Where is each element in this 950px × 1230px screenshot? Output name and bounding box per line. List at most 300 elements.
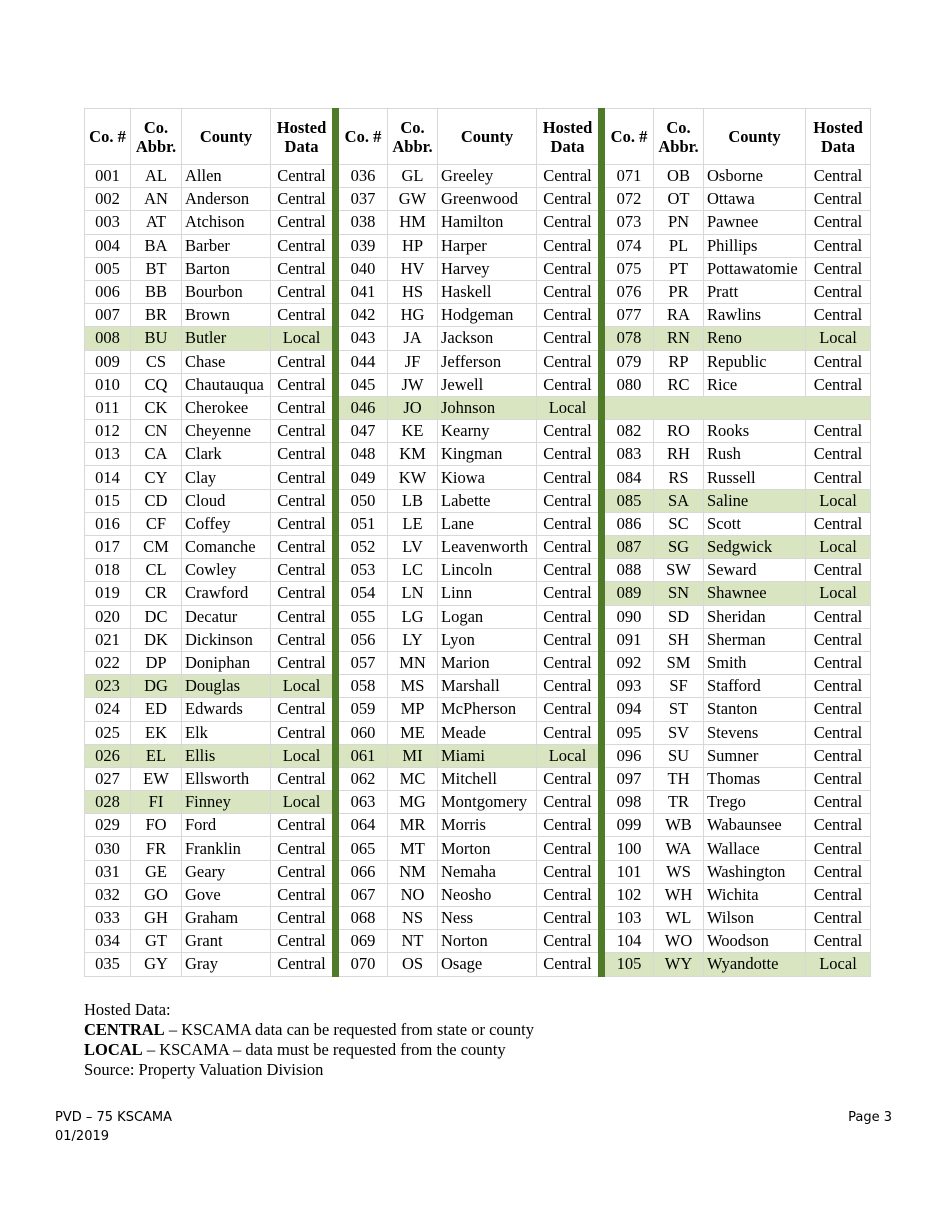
hosted-data: Central — [271, 837, 336, 860]
county-abbr: RS — [654, 466, 704, 489]
county-name: Dickinson — [182, 628, 271, 651]
county-abbr: MI — [388, 744, 438, 767]
county-number: 030 — [85, 837, 131, 860]
county-name: Decatur — [182, 605, 271, 628]
hosted-data: Central — [537, 721, 602, 744]
table-row — [85, 907, 871, 930]
table-row — [85, 188, 871, 211]
county-number: 044 — [336, 350, 388, 373]
county-abbr: EK — [131, 721, 182, 744]
county-number: 100 — [602, 837, 654, 860]
table-row — [85, 930, 871, 953]
hosted-data: Central — [271, 188, 336, 211]
county-abbr: JO — [388, 396, 438, 419]
county-name: Hodgeman — [438, 304, 537, 327]
county-number: 035 — [85, 953, 131, 976]
table-row — [85, 721, 871, 744]
county-name: Rice — [704, 373, 806, 396]
central-label: CENTRAL — [84, 1020, 165, 1039]
county-abbr: MN — [388, 651, 438, 674]
hosted-data: Local — [806, 953, 871, 976]
table-row — [85, 396, 871, 419]
county-number: 070 — [336, 953, 388, 976]
hosted-data: Central — [271, 651, 336, 674]
county-abbr: GW — [388, 188, 438, 211]
hosted-data: Central — [271, 930, 336, 953]
county-number: 011 — [85, 396, 131, 419]
county-name: Pottawatomie — [704, 257, 806, 280]
hosted-data: Central — [806, 791, 871, 814]
hosted-data: Central — [537, 907, 602, 930]
county-abbr: PT — [654, 257, 704, 280]
county-abbr: SD — [654, 605, 704, 628]
county-number: 051 — [336, 512, 388, 535]
county-number: 058 — [336, 675, 388, 698]
hosted-data: Central — [806, 628, 871, 651]
county-name: Sedgwick — [704, 536, 806, 559]
hosted-data: Central — [537, 466, 602, 489]
county-name: Johnson — [438, 396, 537, 419]
hosted-data: Local — [806, 582, 871, 605]
county-number: 077 — [602, 304, 654, 327]
table-row — [85, 350, 871, 373]
county-name: Jefferson — [438, 350, 537, 373]
table-row — [85, 605, 871, 628]
county-name: Wallace — [704, 837, 806, 860]
hosted-data: Central — [537, 304, 602, 327]
county-name: Shawnee — [704, 582, 806, 605]
county-abbr: LB — [388, 489, 438, 512]
county-abbr: MC — [388, 767, 438, 790]
hosted-data: Central — [537, 814, 602, 837]
county-number: 060 — [336, 721, 388, 744]
county-abbr: BR — [131, 304, 182, 327]
county-number: 059 — [336, 698, 388, 721]
county-abbr: SV — [654, 721, 704, 744]
county-number: 021 — [85, 628, 131, 651]
hosted-data: Central — [271, 165, 336, 188]
county-number: 102 — [602, 883, 654, 906]
county-number: 031 — [85, 860, 131, 883]
county-number: 023 — [85, 675, 131, 698]
county-number: 097 — [602, 767, 654, 790]
county-abbr: EL — [131, 744, 182, 767]
county-name: Jackson — [438, 327, 537, 350]
county-name: Comanche — [182, 536, 271, 559]
notes-local — [84, 1040, 534, 1060]
hosted-data: Central — [806, 721, 871, 744]
table-row — [85, 953, 871, 976]
county-name: Stevens — [704, 721, 806, 744]
county-name: Saline — [704, 489, 806, 512]
county-number: 049 — [336, 466, 388, 489]
county-abbr: SM — [654, 651, 704, 674]
county-abbr: LG — [388, 605, 438, 628]
hosted-data: Central — [271, 698, 336, 721]
county-abbr: WO — [654, 930, 704, 953]
county-number: 027 — [85, 767, 131, 790]
hosted-data: Central — [537, 860, 602, 883]
table-row — [85, 280, 871, 303]
county-abbr: BT — [131, 257, 182, 280]
county-number: 084 — [602, 466, 654, 489]
county-name: Scott — [704, 512, 806, 535]
county-abbr: MT — [388, 837, 438, 860]
county-number: 098 — [602, 791, 654, 814]
county-abbr: FR — [131, 837, 182, 860]
table-row — [85, 675, 871, 698]
county-number: 043 — [336, 327, 388, 350]
hosted-data: Central — [806, 304, 871, 327]
county-abbr: OT — [654, 188, 704, 211]
county-abbr: SH — [654, 628, 704, 651]
column-header: Co. # — [602, 109, 654, 165]
county-number: 008 — [85, 327, 131, 350]
county-table — [84, 108, 871, 977]
county-name: Atchison — [182, 211, 271, 234]
county-number: 062 — [336, 767, 388, 790]
county-number: 007 — [85, 304, 131, 327]
county-abbr: LE — [388, 512, 438, 535]
county-abbr: MS — [388, 675, 438, 698]
county-abbr: AT — [131, 211, 182, 234]
table-row — [85, 582, 871, 605]
hosted-data: Central — [271, 907, 336, 930]
column-header: Hosted Data — [537, 109, 602, 165]
hosted-data: Central — [271, 628, 336, 651]
hosted-data: Central — [271, 350, 336, 373]
county-number: 001 — [85, 165, 131, 188]
table-row — [85, 628, 871, 651]
hosted-data: Central — [537, 211, 602, 234]
county-number: 006 — [85, 280, 131, 303]
column-header: County — [438, 109, 537, 165]
hosted-data: Central — [537, 512, 602, 535]
hosted-data: Local — [806, 327, 871, 350]
county-name: Wilson — [704, 907, 806, 930]
county-name: Miami — [438, 744, 537, 767]
central-text: – KSCAMA data can be requested from state or county — [164, 1020, 535, 1039]
empty-cell — [602, 396, 871, 419]
county-name: Harvey — [438, 257, 537, 280]
county-number: 061 — [336, 744, 388, 767]
county-number: 103 — [602, 907, 654, 930]
county-abbr: AL — [131, 165, 182, 188]
county-abbr: FI — [131, 791, 182, 814]
hosted-data: Central — [271, 211, 336, 234]
county-name: Wyandotte — [704, 953, 806, 976]
county-number: 089 — [602, 582, 654, 605]
hosted-data: Central — [537, 605, 602, 628]
county-number: 090 — [602, 605, 654, 628]
county-name: Graham — [182, 907, 271, 930]
county-number: 004 — [85, 234, 131, 257]
county-number: 105 — [602, 953, 654, 976]
county-abbr: KE — [388, 420, 438, 443]
county-name: Pratt — [704, 280, 806, 303]
county-name: Ellis — [182, 744, 271, 767]
county-number: 003 — [85, 211, 131, 234]
county-number: 088 — [602, 559, 654, 582]
county-name: Leavenworth — [438, 536, 537, 559]
hosted-data: Central — [271, 582, 336, 605]
county-name: Ellsworth — [182, 767, 271, 790]
hosted-data: Central — [271, 605, 336, 628]
hosted-data: Central — [806, 420, 871, 443]
hosted-data: Local — [806, 536, 871, 559]
county-name: Anderson — [182, 188, 271, 211]
county-abbr: OB — [654, 165, 704, 188]
county-name: Doniphan — [182, 651, 271, 674]
county-number: 025 — [85, 721, 131, 744]
table-row — [85, 651, 871, 674]
table-header-row — [85, 109, 871, 165]
table-row — [85, 234, 871, 257]
county-name: Greenwood — [438, 188, 537, 211]
county-name: Mitchell — [438, 767, 537, 790]
county-name: Jewell — [438, 373, 537, 396]
hosted-data: Central — [271, 489, 336, 512]
county-name: Hamilton — [438, 211, 537, 234]
county-number: 026 — [85, 744, 131, 767]
county-number: 057 — [336, 651, 388, 674]
county-number: 041 — [336, 280, 388, 303]
hosted-data: Central — [806, 350, 871, 373]
column-header: County — [704, 109, 806, 165]
county-number: 071 — [602, 165, 654, 188]
county-number: 010 — [85, 373, 131, 396]
hosted-data: Local — [806, 489, 871, 512]
hosted-data: Central — [537, 280, 602, 303]
county-abbr: DC — [131, 605, 182, 628]
county-number: 005 — [85, 257, 131, 280]
county-name: Morton — [438, 837, 537, 860]
column-header: Co. Abbr. — [131, 109, 182, 165]
county-abbr: RO — [654, 420, 704, 443]
county-name: Rush — [704, 443, 806, 466]
footer-doc-id: PVD – 75 KSCAMA — [55, 1110, 173, 1125]
county-name: Lyon — [438, 628, 537, 651]
county-number: 054 — [336, 582, 388, 605]
county-number: 063 — [336, 791, 388, 814]
county-abbr: WH — [654, 883, 704, 906]
hosted-data: Central — [271, 860, 336, 883]
hosted-data: Central — [271, 257, 336, 280]
hosted-data: Local — [271, 327, 336, 350]
hosted-data: Central — [806, 373, 871, 396]
table-row — [85, 767, 871, 790]
hosted-data: Central — [806, 211, 871, 234]
table-row — [85, 466, 871, 489]
county-name: Smith — [704, 651, 806, 674]
hosted-data: Central — [537, 350, 602, 373]
county-name: Bourbon — [182, 280, 271, 303]
county-number: 032 — [85, 883, 131, 906]
county-abbr: SN — [654, 582, 704, 605]
hosted-data: Local — [271, 744, 336, 767]
hosted-data: Local — [271, 675, 336, 698]
county-number: 013 — [85, 443, 131, 466]
county-name: Sumner — [704, 744, 806, 767]
county-name: Logan — [438, 605, 537, 628]
county-abbr: ED — [131, 698, 182, 721]
county-abbr: NS — [388, 907, 438, 930]
county-abbr: HV — [388, 257, 438, 280]
county-abbr: RP — [654, 350, 704, 373]
county-abbr: CR — [131, 582, 182, 605]
county-abbr: CA — [131, 443, 182, 466]
county-number: 064 — [336, 814, 388, 837]
hosted-data: Central — [537, 582, 602, 605]
table-row — [85, 327, 871, 350]
county-number: 015 — [85, 489, 131, 512]
table-row — [85, 883, 871, 906]
county-abbr: ST — [654, 698, 704, 721]
county-number: 019 — [85, 582, 131, 605]
county-abbr: CS — [131, 350, 182, 373]
county-name: Morris — [438, 814, 537, 837]
county-name: Gove — [182, 883, 271, 906]
hosted-data: Central — [537, 234, 602, 257]
county-number: 045 — [336, 373, 388, 396]
table-row — [85, 860, 871, 883]
county-number: 092 — [602, 651, 654, 674]
county-abbr: DG — [131, 675, 182, 698]
county-abbr: RN — [654, 327, 704, 350]
hosted-data: Central — [271, 304, 336, 327]
county-number: 048 — [336, 443, 388, 466]
county-number: 095 — [602, 721, 654, 744]
hosted-data: Central — [271, 721, 336, 744]
county-abbr: KM — [388, 443, 438, 466]
hosted-data: Central — [537, 675, 602, 698]
county-name: Republic — [704, 350, 806, 373]
county-abbr: BB — [131, 280, 182, 303]
county-number: 073 — [602, 211, 654, 234]
county-name: Butler — [182, 327, 271, 350]
county-name: Reno — [704, 327, 806, 350]
footer-date: 01/2019 — [55, 1129, 110, 1144]
county-abbr: TR — [654, 791, 704, 814]
county-number: 065 — [336, 837, 388, 860]
hosted-data: Central — [806, 234, 871, 257]
county-abbr: GL — [388, 165, 438, 188]
county-name: Trego — [704, 791, 806, 814]
local-text: – KSCAMA – data must be requested from the county — [142, 1040, 506, 1059]
column-header: Co. Abbr. — [654, 109, 704, 165]
county-name: Lane — [438, 512, 537, 535]
county-abbr: GT — [131, 930, 182, 953]
hosted-data: Central — [537, 489, 602, 512]
county-number: 091 — [602, 628, 654, 651]
hosted-data: Central — [271, 280, 336, 303]
county-abbr: SU — [654, 744, 704, 767]
county-name: Harper — [438, 234, 537, 257]
county-number: 074 — [602, 234, 654, 257]
county-name: Russell — [704, 466, 806, 489]
county-name: Clay — [182, 466, 271, 489]
county-number: 028 — [85, 791, 131, 814]
county-abbr: MG — [388, 791, 438, 814]
county-abbr: GY — [131, 953, 182, 976]
county-name: Cheyenne — [182, 420, 271, 443]
county-abbr: AN — [131, 188, 182, 211]
hosted-data: Central — [537, 536, 602, 559]
county-name: Sherman — [704, 628, 806, 651]
hosted-data: Central — [537, 420, 602, 443]
notes-title: Hosted Data: — [84, 1000, 171, 1019]
county-abbr: LV — [388, 536, 438, 559]
county-number: 080 — [602, 373, 654, 396]
county-abbr: SA — [654, 489, 704, 512]
hosted-data: Central — [806, 188, 871, 211]
county-abbr: LN — [388, 582, 438, 605]
county-abbr: SG — [654, 536, 704, 559]
county-number: 020 — [85, 605, 131, 628]
hosted-data: Local — [271, 791, 336, 814]
county-name: Cowley — [182, 559, 271, 582]
county-abbr: HS — [388, 280, 438, 303]
hosted-data: Central — [537, 767, 602, 790]
hosted-data: Central — [271, 373, 336, 396]
hosted-data: Central — [806, 698, 871, 721]
table-row — [85, 443, 871, 466]
hosted-data: Central — [537, 651, 602, 674]
county-abbr: WS — [654, 860, 704, 883]
table-row — [85, 814, 871, 837]
county-abbr: BU — [131, 327, 182, 350]
county-abbr: CQ — [131, 373, 182, 396]
notes-central — [84, 1020, 534, 1040]
column-header: Co. Abbr. — [388, 109, 438, 165]
county-name: Douglas — [182, 675, 271, 698]
county-name: Gray — [182, 953, 271, 976]
county-abbr: NO — [388, 883, 438, 906]
county-number: 055 — [336, 605, 388, 628]
hosted-data: Central — [271, 814, 336, 837]
county-abbr: FO — [131, 814, 182, 837]
county-abbr: CM — [131, 536, 182, 559]
county-name: Marion — [438, 651, 537, 674]
county-name: Thomas — [704, 767, 806, 790]
county-number: 079 — [602, 350, 654, 373]
hosted-data: Central — [806, 837, 871, 860]
county-name: Stafford — [704, 675, 806, 698]
county-abbr: BA — [131, 234, 182, 257]
table-row — [85, 698, 871, 721]
county-name: Coffey — [182, 512, 271, 535]
table-row — [85, 559, 871, 582]
county-name: Meade — [438, 721, 537, 744]
county-number: 033 — [85, 907, 131, 930]
county-abbr: HP — [388, 234, 438, 257]
county-number: 040 — [336, 257, 388, 280]
table-row — [85, 304, 871, 327]
hosted-data: Central — [806, 651, 871, 674]
county-abbr: LC — [388, 559, 438, 582]
county-abbr: GH — [131, 907, 182, 930]
county-name: Norton — [438, 930, 537, 953]
county-abbr: PN — [654, 211, 704, 234]
county-name: Kiowa — [438, 466, 537, 489]
county-number: 066 — [336, 860, 388, 883]
hosted-data: Central — [537, 257, 602, 280]
county-abbr: WL — [654, 907, 704, 930]
hosted-data: Central — [271, 234, 336, 257]
county-name: Cloud — [182, 489, 271, 512]
column-header: Hosted Data — [271, 109, 336, 165]
hosted-data: Central — [537, 953, 602, 976]
